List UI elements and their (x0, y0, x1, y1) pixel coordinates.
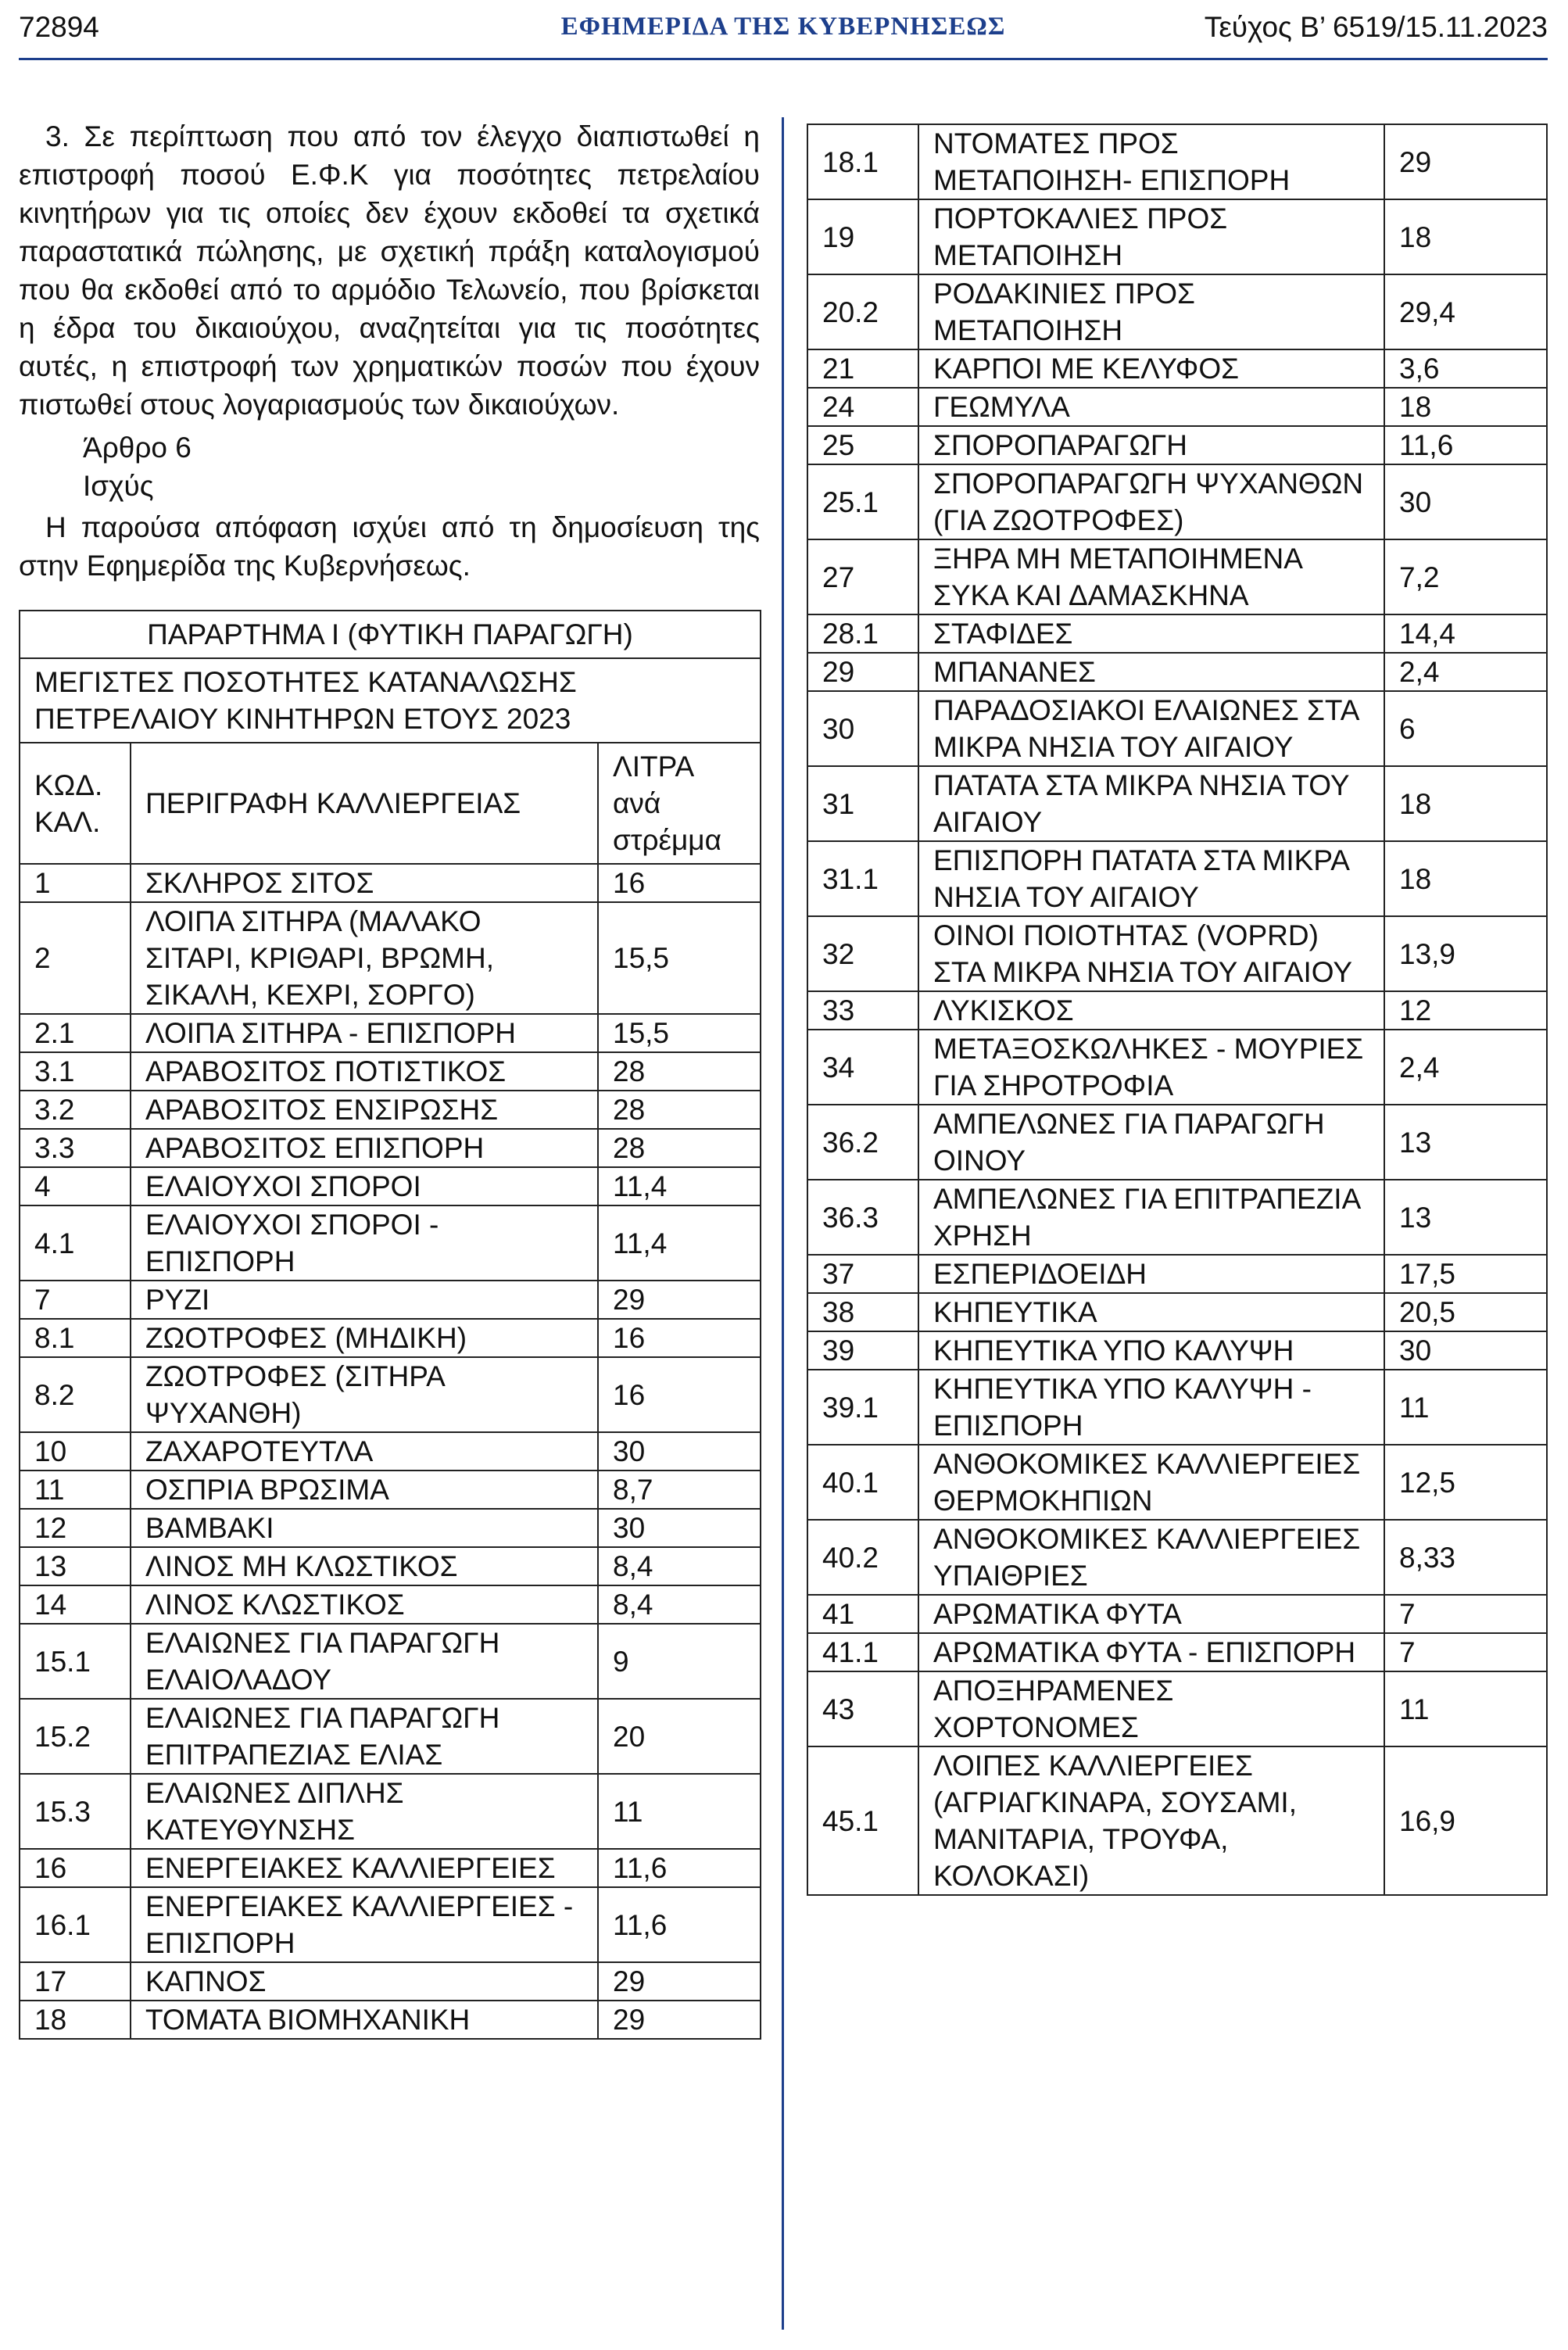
cell-desc: ΣΠΟΡΟΠΑΡΑΓΩΓΗ (918, 426, 1384, 464)
cell-code: 29 (807, 653, 918, 691)
table-row (807, 614, 1547, 653)
table-row (807, 1293, 1547, 1331)
cell-litres: 14,4 (1384, 614, 1547, 653)
cell-code: 45.1 (807, 1746, 918, 1895)
cell-code: 24 (807, 388, 918, 426)
table-row (20, 1129, 761, 1167)
cell-litres: 8,33 (1384, 1520, 1547, 1595)
cell-desc: ΛΙΝΟΣ ΜΗ ΚΛΩΣΤΙΚΟΣ (131, 1547, 598, 1585)
column-divider (782, 117, 784, 2330)
cell-code: 18.1 (807, 124, 918, 199)
cell-litres: 11,6 (598, 1887, 761, 1962)
cell-desc: ΕΛΑΙΩΝΕΣ ΓΙΑ ΠΑΡΑΓΩΓΗ ΕΛΑΙΟΛΑΔΟΥ (131, 1624, 598, 1699)
cell-code: 11 (20, 1471, 131, 1509)
cell-desc: ΚΗΠΕΥΤΙΚΑ (918, 1293, 1384, 1331)
cell-code: 27 (807, 539, 918, 614)
table-row (807, 1030, 1547, 1105)
cell-desc: ΕΣΠΕΡΙΔΟΕΙΔΗ (918, 1255, 1384, 1293)
cell-code: 16 (20, 1849, 131, 1887)
paragraph-validity: Η παρούσα απόφαση ισχύει από τη δημοσίευση της στην Εφημερίδα της Κυβερνήσεως. (19, 511, 760, 582)
cell-litres: 15,5 (598, 902, 761, 1014)
cell-desc: ΕΠΙΣΠΟΡΗ ΠΑΤΑΤΑ ΣΤΑ ΜΙΚΡΑ ΝΗΣΙΑ ΤΟΥ ΑΙΓΑΙΟΥ (918, 841, 1384, 916)
cell-desc: ΑΡΑΒΟΣΙΤΟΣ ΕΝΣΙΡΩΣΗΣ (131, 1091, 598, 1129)
table-row (20, 902, 761, 1014)
table-row (807, 991, 1547, 1030)
cell-desc: ΚΗΠΕΥΤΙΚΑ ΥΠΟ ΚΑΛΥΨΗ (918, 1331, 1384, 1370)
table-row (20, 1432, 761, 1471)
annex-table-right (807, 124, 1548, 1896)
table-row (807, 1370, 1547, 1445)
cell-litres: 12 (1384, 991, 1547, 1030)
cell-desc: ΞΗΡΑ ΜΗ ΜΕΤΑΠΟΙΗΜΕΝΑ ΣΥΚΑ ΚΑΙ ΔΑΜΑΣΚΗΝΑ (918, 539, 1384, 614)
cell-desc: ΚΗΠΕΥΤΙΚΑ ΥΠΟ ΚΑΛΥΨΗ - ΕΠΙΣΠΟΡΗ (918, 1370, 1384, 1445)
cell-desc: ΣΚΛΗΡΟΣ ΣΙΤΟΣ (131, 864, 598, 902)
cell-desc: ΝΤΟΜΑΤΕΣ ΠΡΟΣ ΜΕΤΑΠΟΙΗΣΗ- ΕΠΙΣΠΟΡΗ (918, 124, 1384, 199)
cell-desc: ΑΝΘΟΚΟΜΙΚΕΣ ΚΑΛΛΙΕΡΓΕΙΕΣ ΥΠΑΙΘΡΙΕΣ (918, 1520, 1384, 1595)
cell-desc: ΕΛΑΙΩΝΕΣ ΔΙΠΛΗΣ ΚΑΤΕΥΘΥΝΣΗΣ (131, 1774, 598, 1849)
cell-desc: ΒΑΜΒΑΚΙ (131, 1509, 598, 1547)
table-row (807, 691, 1547, 766)
cell-desc: ΑΡΑΒΟΣΙΤΟΣ ΕΠΙΣΠΟΡΗ (131, 1129, 598, 1167)
cell-desc: ΜΕΤΑΞΟΣΚΩΛΗΚΕΣ - ΜΟΥΡΙΕΣ ΓΙΑ ΣΗΡΟΤΡΟΦΙΑ (918, 1030, 1384, 1105)
cell-code: 3.1 (20, 1052, 131, 1091)
cell-code: 43 (807, 1671, 918, 1746)
table-row (807, 1595, 1547, 1633)
cell-litres: 8,7 (598, 1471, 761, 1509)
cell-code: 15.2 (20, 1699, 131, 1774)
cell-litres: 20 (598, 1699, 761, 1774)
table-row (807, 1671, 1547, 1746)
cell-litres: 8,4 (598, 1585, 761, 1624)
cell-litres: 16,9 (1384, 1746, 1547, 1895)
cell-desc: ΓΕΩΜΥΛΑ (918, 388, 1384, 426)
cell-code: 39 (807, 1331, 918, 1370)
cell-code: 8.2 (20, 1357, 131, 1432)
cell-code: 31 (807, 766, 918, 841)
cell-code: 18 (20, 2001, 131, 2039)
cell-code: 40.2 (807, 1520, 918, 1595)
cell-code: 25 (807, 426, 918, 464)
col-header-code: ΚΩΔ. ΚΑΛ. (20, 743, 131, 864)
table-row (20, 1774, 761, 1849)
cell-litres: 7 (1384, 1595, 1547, 1633)
cell-code: 28.1 (807, 614, 918, 653)
cell-desc: ΑΜΠΕΛΩΝΕΣ ΓΙΑ ΠΑΡΑΓΩΓΗ ΟΙΝΟΥ (918, 1105, 1384, 1180)
cell-litres: 7 (1384, 1633, 1547, 1671)
table-subtitle: ΜΕΓΙΣΤΕΣ ΠΟΣΟΤΗΤΕΣ ΚΑΤΑΝΑΛΩΣΗΣ ΠΕΤΡΕΛΑΙΟΥ ΚΙΝΗΤΗΡΩΝ ΕΤΟΥΣ 2023 (20, 658, 761, 743)
cell-litres: 9 (598, 1624, 761, 1699)
cell-desc: ΤΟΜΑΤΑ ΒΙΟΜΗΧΑΝΙΚΗ (131, 2001, 598, 2039)
cell-litres: 29 (598, 1962, 761, 2001)
cell-code: 32 (807, 916, 918, 991)
cell-litres: 18 (1384, 766, 1547, 841)
table-row (807, 1445, 1547, 1520)
table-title-row (20, 611, 761, 658)
cell-desc: ΑΜΠΕΛΩΝΕΣ ΓΙΑ ΕΠΙΤΡΑΠΕΖΙΑ ΧΡΗΣΗ (918, 1180, 1384, 1255)
cell-code: 1 (20, 864, 131, 902)
cell-code: 15.1 (20, 1624, 131, 1699)
cell-desc: ΕΛΑΙΩΝΕΣ ΓΙΑ ΠΑΡΑΓΩΓΗ ΕΠΙΤΡΑΠΕΖΙΑΣ ΕΛΙΑΣ (131, 1699, 598, 1774)
cell-code: 19 (807, 199, 918, 274)
cell-litres: 30 (598, 1432, 761, 1471)
cell-litres: 7,2 (1384, 539, 1547, 614)
cell-code: 36.3 (807, 1180, 918, 1255)
cell-code: 41.1 (807, 1633, 918, 1671)
table-row (20, 1357, 761, 1432)
cell-litres: 11,6 (598, 1849, 761, 1887)
table-row (807, 1746, 1547, 1895)
cell-desc: ΛΥΚΙΣΚΟΣ (918, 991, 1384, 1030)
cell-desc: ΛΙΝΟΣ ΚΛΩΣΤΙΚΟΣ (131, 1585, 598, 1624)
journal-title: ΕΦΗΜΕΡΙΔΑ ΤΗΣ ΚΥΒΕΡΝΗΣΕΩΣ (560, 13, 1006, 41)
article-title: Ισχύς (83, 470, 154, 502)
cell-desc: ΕΛΑΙΟΥΧΟΙ ΣΠΟΡΟΙ - ΕΠΙΣΠΟΡΗ (131, 1205, 598, 1281)
cell-code: 4 (20, 1167, 131, 1205)
table-row (20, 2001, 761, 2039)
table-row (807, 916, 1547, 991)
cell-desc: ΚΑΠΝΟΣ (131, 1962, 598, 2001)
cell-litres: 29 (1384, 124, 1547, 199)
cell-code: 16.1 (20, 1887, 131, 1962)
cell-litres: 13 (1384, 1105, 1547, 1180)
cell-litres: 2,4 (1384, 653, 1547, 691)
cell-code: 3.2 (20, 1091, 131, 1129)
cell-litres: 29 (598, 1281, 761, 1319)
table-row (807, 1331, 1547, 1370)
cell-litres: 28 (598, 1129, 761, 1167)
cell-litres: 29 (598, 2001, 761, 2039)
cell-desc: ΜΠΑΝΑΝΕΣ (918, 653, 1384, 691)
table-row (807, 388, 1547, 426)
table-row (20, 1509, 761, 1547)
table-row (807, 766, 1547, 841)
cell-code: 30 (807, 691, 918, 766)
table-row (807, 841, 1547, 916)
cell-litres: 15,5 (598, 1014, 761, 1052)
cell-code: 39.1 (807, 1370, 918, 1445)
page-header (19, 8, 1548, 55)
cell-litres: 18 (1384, 388, 1547, 426)
cell-code: 13 (20, 1547, 131, 1585)
page-number: 72894 (19, 11, 99, 43)
cell-code: 15.3 (20, 1774, 131, 1849)
cell-desc: ΕΝΕΡΓΕΙΑΚΕΣ ΚΑΛΛΙΕΡΓΕΙΕΣ - ΕΠΙΣΠΟΡΗ (131, 1887, 598, 1962)
cell-code: 25.1 (807, 464, 918, 539)
table-row (20, 1585, 761, 1624)
table-row (807, 464, 1547, 539)
cell-desc: ΑΡΩΜΑΤΙΚΑ ΦΥΤΑ - ΕΠΙΣΠΟΡΗ (918, 1633, 1384, 1671)
cell-litres: 11 (598, 1774, 761, 1849)
table-row (807, 274, 1547, 349)
cell-litres: 30 (1384, 1331, 1547, 1370)
cell-desc: ΠΑΡΑΔΟΣΙΑΚΟΙ ΕΛΑΙΩΝΕΣ ΣΤΑ ΜΙΚΡΑ ΝΗΣΙΑ ΤΟΥ ΑΙΓΑΙΟΥ (918, 691, 1384, 766)
table-row (20, 1887, 761, 1962)
table-row (20, 1052, 761, 1091)
cell-code: 21 (807, 349, 918, 388)
cell-litres: 28 (598, 1052, 761, 1091)
table-row (807, 124, 1547, 199)
table-row (20, 1849, 761, 1887)
cell-desc: ΟΣΠΡΙΑ ΒΡΩΣΙΜΑ (131, 1471, 598, 1509)
header-rule (19, 58, 1548, 60)
table-row (807, 349, 1547, 388)
cell-code: 7 (20, 1281, 131, 1319)
cell-litres: 6 (1384, 691, 1547, 766)
cell-code: 41 (807, 1595, 918, 1633)
cell-litres: 20,5 (1384, 1293, 1547, 1331)
annex-table-left (19, 610, 761, 2040)
cell-litres: 28 (598, 1091, 761, 1129)
table-row (20, 1167, 761, 1205)
table-row (20, 1699, 761, 1774)
col-header-desc: ΠΕΡΙΓΡΑΦΗ ΚΑΛΛΙΕΡΓΕΙΑΣ (131, 743, 598, 864)
cell-desc: ΑΝΘΟΚΟΜΙΚΕΣ ΚΑΛΛΙΕΡΓΕΙΕΣ ΘΕΡΜΟΚΗΠΙΩΝ (918, 1445, 1384, 1520)
paragraph-3: 3. Σε περίπτωση που από τον έλεγχο διαπιστωθεί η επιστροφή ποσού Ε.Φ.Κ για ποσότητες πετρελαίου κινητήρων για τις οποίες δεν έχουν εκδοθεί τα σχετικά παραστατικά πώλησης, με σχετική πράξη καταλογισμού που θα εκδοθεί από το αρμόδιο Τελωνείο, που βρίσκεται η έδρα του δικαιούχου, αναζητείται για τις ποσότητες αυτές, η επιστροφή των χρηματικών ποσών που έχουν πιστωθεί στους λογαριασμούς των δικαιούχων. (19, 120, 760, 421)
table-row (20, 1471, 761, 1509)
cell-desc: ΑΡΩΜΑΤΙΚΑ ΦΥΤΑ (918, 1595, 1384, 1633)
cell-code: 10 (20, 1432, 131, 1471)
cell-desc: ΡΟΔΑΚΙΝΙΕΣ ΠΡΟΣ ΜΕΤΑΠΟΙΗΣΗ (918, 274, 1384, 349)
table-row (20, 1205, 761, 1281)
cell-desc: ΑΠΟΞΗΡΑΜΕΝΕΣ ΧΟΡΤΟΝΟΜΕΣ (918, 1671, 1384, 1746)
table-row (20, 1319, 761, 1357)
cell-litres: 2,4 (1384, 1030, 1547, 1105)
cell-desc: ΑΡΑΒΟΣΙΤΟΣ ΠΟΤΙΣΤΙΚΟΣ (131, 1052, 598, 1091)
cell-litres: 11,4 (598, 1205, 761, 1281)
cell-code: 14 (20, 1585, 131, 1624)
cell-litres: 11,6 (1384, 426, 1547, 464)
cell-litres: 18 (1384, 841, 1547, 916)
cell-code: 2.1 (20, 1014, 131, 1052)
cell-code: 12 (20, 1509, 131, 1547)
cell-desc: ΣΤΑΦΙΔΕΣ (918, 614, 1384, 653)
table-row (20, 1547, 761, 1585)
table-row (807, 199, 1547, 274)
cell-desc: ΕΝΕΡΓΕΙΑΚΕΣ ΚΑΛΛΙΕΡΓΕΙΕΣ (131, 1849, 598, 1887)
cell-code: 31.1 (807, 841, 918, 916)
table-row (20, 1624, 761, 1699)
cell-litres: 12,5 (1384, 1445, 1547, 1520)
cell-desc: ΚΑΡΠΟΙ ΜΕ ΚΕΛΥΦΟΣ (918, 349, 1384, 388)
cell-desc: ΖΑΧΑΡΟΤΕΥΤΛΑ (131, 1432, 598, 1471)
cell-litres: 16 (598, 1319, 761, 1357)
table-row (807, 1180, 1547, 1255)
cell-code: 38 (807, 1293, 918, 1331)
left-column-text (19, 117, 760, 585)
cell-litres: 3,6 (1384, 349, 1547, 388)
cell-litres: 13 (1384, 1180, 1547, 1255)
cell-litres: 8,4 (598, 1547, 761, 1585)
cell-desc: ΖΩΟΤΡΟΦΕΣ (ΜΗΔΙΚΗ) (131, 1319, 598, 1357)
cell-litres: 13,9 (1384, 916, 1547, 991)
cell-desc: ΠΑΤΑΤΑ ΣΤΑ ΜΙΚΡΑ ΝΗΣΙΑ ΤΟΥ ΑΙΓΑΙΟΥ (918, 766, 1384, 841)
table-row (807, 653, 1547, 691)
cell-code: 8.1 (20, 1319, 131, 1357)
cell-code: 17 (20, 1962, 131, 2001)
cell-litres: 16 (598, 864, 761, 902)
table-header-row (20, 743, 761, 864)
table-title: ΠΑΡΑΡΤΗΜΑ Ι (ΦΥΤΙΚΗ ΠΑΡΑΓΩΓΗ) (20, 611, 761, 658)
cell-litres: 29,4 (1384, 274, 1547, 349)
cell-code: 2 (20, 902, 131, 1014)
cell-desc: ΛΟΙΠΑ ΣΙΤΗΡΑ - ΕΠΙΣΠΟΡΗ (131, 1014, 598, 1052)
cell-litres: 11,4 (598, 1167, 761, 1205)
cell-desc: ΖΩΟΤΡΟΦΕΣ (ΣΙΤΗΡΑ ΨΥΧΑΝΘΗ) (131, 1357, 598, 1432)
col-header-litres: ΛΙΤΡΑ ανά στρέμμα (598, 743, 761, 864)
cell-litres: 30 (598, 1509, 761, 1547)
table-row (807, 426, 1547, 464)
cell-code: 20.2 (807, 274, 918, 349)
table-row (20, 1091, 761, 1129)
table-row (20, 864, 761, 902)
cell-code: 3.3 (20, 1129, 131, 1167)
cell-litres: 11 (1384, 1671, 1547, 1746)
cell-litres: 17,5 (1384, 1255, 1547, 1293)
cell-code: 4.1 (20, 1205, 131, 1281)
cell-desc: ΕΛΑΙΟΥΧΟΙ ΣΠΟΡΟΙ (131, 1167, 598, 1205)
cell-desc: ΠΟΡΤΟΚΑΛΙΕΣ ΠΡΟΣ ΜΕΤΑΠΟΙΗΣΗ (918, 199, 1384, 274)
cell-code: 37 (807, 1255, 918, 1293)
cell-litres: 16 (598, 1357, 761, 1432)
table-row (807, 539, 1547, 614)
cell-code: 40.1 (807, 1445, 918, 1520)
table-row (807, 1105, 1547, 1180)
table-row (807, 1255, 1547, 1293)
cell-litres: 30 (1384, 464, 1547, 539)
cell-desc: ΛΟΙΠΑ ΣΙΤΗΡΑ (ΜΑΛΑΚΟ ΣΙΤΑΡΙ, ΚΡΙΘΑΡΙ, ΒΡΩΜΗ, ΣΙΚΑΛΗ, ΚΕΧΡΙ, ΣΟΡΓΟ) (131, 902, 598, 1014)
cell-litres: 11 (1384, 1370, 1547, 1445)
table-row (807, 1633, 1547, 1671)
table-row (807, 1520, 1547, 1595)
cell-desc: ΣΠΟΡΟΠΑΡΑΓΩΓΗ ΨΥΧΑΝΘΩΝ (ΓΙΑ ΖΩΟΤΡΟΦΕΣ) (918, 464, 1384, 539)
cell-desc: ΛΟΙΠΕΣ ΚΑΛΛΙΕΡΓΕΙΕΣ (ΑΓΡΙΑΓΚΙΝΑΡΑ, ΣΟΥΣΑΜΙ, ΜΑΝΙΤΑΡΙΑ, ΤΡΟΥΦΑ, ΚΟΛΟΚΑΣΙ) (918, 1746, 1384, 1895)
cell-code: 34 (807, 1030, 918, 1105)
cell-desc: ΟΙΝΟΙ ΠΟΙΟΤΗΤΑΣ (VOPRD) ΣΤΑ ΜΙΚΡΑ ΝΗΣΙΑ ΤΟΥ ΑΙΓΑΙΟΥ (918, 916, 1384, 991)
table-row (20, 1962, 761, 2001)
issue-label: Τεύχος Β’ 6519/15.11.2023 (1204, 11, 1548, 43)
article-number: Άρθρο 6 (83, 432, 192, 464)
cell-desc: ΡΥΖΙ (131, 1281, 598, 1319)
cell-litres: 18 (1384, 199, 1547, 274)
cell-code: 36.2 (807, 1105, 918, 1180)
cell-code: 33 (807, 991, 918, 1030)
table-subtitle-row (20, 658, 761, 743)
table-row (20, 1014, 761, 1052)
table-row (20, 1281, 761, 1319)
